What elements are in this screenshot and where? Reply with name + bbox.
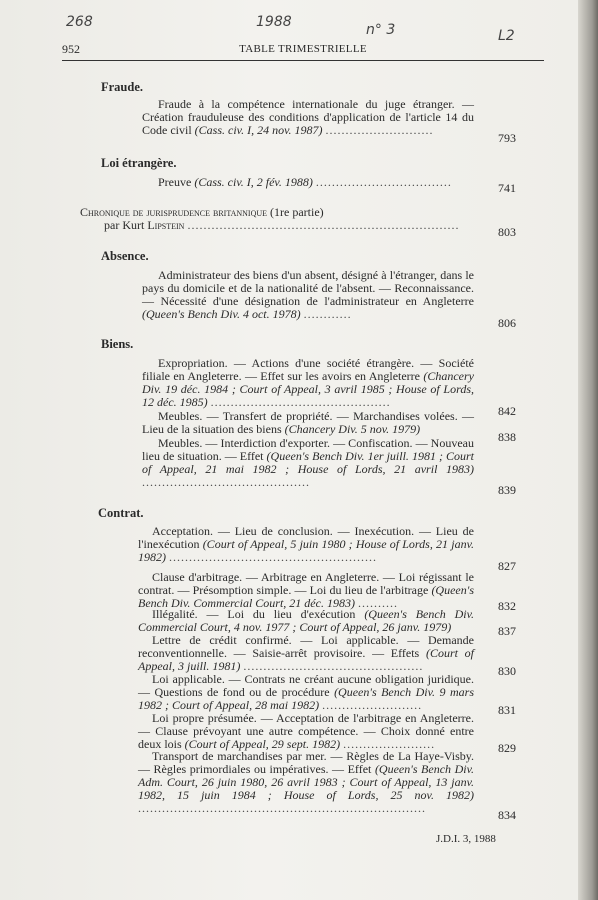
section-fraude-title: Fraude. <box>101 80 144 94</box>
entry-contrat-loi-applicable <box>138 673 474 712</box>
entry-text: Expropriation. — Actions d'une société étrangère. — Société filiale en Angleterre. — Effet sur les avoirs en Angleterre <box>142 356 474 383</box>
chronique-heading <box>80 206 474 232</box>
entry-text: Preuve <box>158 175 192 189</box>
entry-absence <box>142 269 474 321</box>
entry-ref: (Queen's Bench Div. 1er juill. 1981 ; Court of Appeal, 21 mai 1982 ; House of Lords, 21 avril 1983) <box>142 449 475 476</box>
section-biens-title: Biens. <box>101 337 134 351</box>
chronique-page: 803 <box>498 225 516 239</box>
entry-ref: (Queen's Bench Div. Commercial Court, 21 déc. 1983) <box>138 583 474 610</box>
leader-dots: ........................................................................ <box>138 801 426 815</box>
handwritten-note-issue: n° 3 <box>366 22 396 38</box>
chronique-author: Lipstein <box>147 218 185 232</box>
entry-ref: (Cass. civ. I, 24 nov. 1987) <box>194 123 323 137</box>
entry-contrat-loi-propre-page: 829 <box>498 741 516 755</box>
section-loi-etrangere-title: Loi étrangère. <box>101 156 177 170</box>
entry-biens-expropriation-page: 842 <box>498 404 516 418</box>
leader-dots: .................................................................... <box>187 218 460 232</box>
entry-contrat-transport <box>138 750 474 815</box>
entry-contrat-clause-arbitrage-page: 832 <box>498 599 516 613</box>
entry-ref: (Queen's Bench Div. Adm. Court, 26 juin 1980, 26 avril 1983 ; Court of Appeal, 13 janv. 1982, 15 juin 1984 ; House of Lords, 25 nov. 1982) <box>138 762 475 802</box>
entry-text: Meubles. — Interdiction d'exporter. — Confiscation. — Nouveau lieu de situation. — Effet <box>142 436 474 463</box>
entry-contrat-acceptation-page: 827 <box>498 559 516 573</box>
entry-text: Illégalité. — Loi du lieu d'exécution <box>152 607 356 621</box>
entry-contrat-lettre-credit <box>138 634 474 673</box>
entry-text: Loi applicable. — Contrats ne créant aucune obligation juridique. — Questions de fond ou de procédure <box>138 672 474 699</box>
leader-dots: ....................... <box>343 737 436 751</box>
header-title: TABLE TRIMESTRIELLE <box>239 43 367 55</box>
entry-text: Administrateur des biens d'un absent, désigné à l'étranger, dans le pays du domicile et de la nationalité de l'absent. — Reconnaissance. — Nécessité d'une désignation de l'administrateur en Angleterre <box>142 268 474 308</box>
entry-contrat-lettre-credit-page: 830 <box>498 664 516 678</box>
entry-ref: (Queen's Bench Div. Commercial Court, 4 nov. 1977 ; Court of Appeal, 26 janv. 1979) <box>138 607 475 634</box>
entry-contrat-acceptation <box>138 525 474 564</box>
entry-loi-etrangere-page: 741 <box>498 181 516 195</box>
entry-absence-page: 806 <box>498 316 516 330</box>
section-contrat-title: Contrat. <box>98 506 144 520</box>
entry-text: Meubles. — Transfert de propriété. — Marchandises volées. — Lieu de la situation des biens <box>142 409 474 436</box>
chronique-title: Chronique de jurisprudence britannique <box>80 205 268 219</box>
section-absence-title: Absence. <box>101 249 149 263</box>
entry-fraude <box>142 98 474 137</box>
entry-fraude-page: 793 <box>498 131 516 145</box>
entry-biens-meubles-transfert <box>142 410 474 436</box>
entry-ref: (Queen's Bench Div. 4 oct. 1978) <box>142 307 301 321</box>
entry-text: Transport de marchandises par mer. — Règles de La Haye-Visby. — Règles primordiales ou impératives. — Effet <box>138 749 474 776</box>
entry-text: Lettre de crédit confirmé. — Loi applicable. — Demande reconventionnelle. — Saisie-arrêt provisoire. — Effets <box>138 633 474 660</box>
book-spine-edge <box>578 0 598 900</box>
entry-contrat-clause-arbitrage <box>138 571 474 610</box>
leader-dots: ......................... <box>322 698 423 712</box>
entry-biens-meubles-interdiction-page: 839 <box>498 483 516 497</box>
entry-ref: (Chancery Div. 19 déc. 1984 ; Court of Appeal, 3 avril 1985 ; House of Lords, 12 déc. 1985) <box>142 369 475 409</box>
chronique-part: (1re partie) <box>270 205 324 219</box>
chronique-by: par Kurt <box>104 218 145 232</box>
running-header <box>62 42 544 61</box>
leader-dots: .......................................... <box>142 475 310 489</box>
entry-text: Clause d'arbitrage. — Arbitrage en Angleterre. — Loi régissant le contrat. — Présomption simple. — Loi du lieu de l'arbitrage <box>138 570 474 597</box>
handwritten-note-code: L2 <box>498 28 515 44</box>
entry-ref: (Court of Appeal, 29 sept. 1982) <box>184 737 341 751</box>
leader-dots: ............................................. <box>210 395 391 409</box>
entry-ref: (Court of Appeal, 5 juin 1980 ; House of Lords, 21 janv. 1982) <box>138 537 475 564</box>
leader-dots: ............................................. <box>243 659 424 673</box>
entry-text: Loi propre présumée. — Acceptation de l'arbitrage en Angleterre. — Clause prévoyant une autre compétence. — Choix donné entre deux lois <box>138 711 474 751</box>
entry-contrat-loi-applicable-page: 831 <box>498 703 516 717</box>
entry-contrat-illegalite-page: 837 <box>498 624 516 638</box>
handwritten-note-year: 1988 <box>256 14 292 30</box>
entry-contrat-transport-page: 834 <box>498 808 516 822</box>
leader-dots: ............ <box>303 307 352 321</box>
entry-biens-meubles-interdiction <box>142 437 474 489</box>
leader-dots: .......... <box>357 596 398 610</box>
entry-text: Acceptation. — Lieu de conclusion. — Inexécution. — Lieu de l'inexécution <box>138 524 474 551</box>
entry-loi-etrangere <box>142 176 474 189</box>
entry-contrat-illegalite <box>138 608 474 634</box>
leader-dots: .................................. <box>315 175 452 189</box>
entry-ref: (Cass. civ. I, 2 fév. 1988) <box>194 175 313 189</box>
leader-dots: ........................... <box>325 123 434 137</box>
journal-footer: J.D.I. 3, 1988 <box>436 833 496 845</box>
entry-ref: (Court of Appeal, 3 juill. 1981) <box>138 646 474 673</box>
entry-contrat-loi-propre <box>138 712 474 751</box>
entry-ref: (Chancery Div. 5 nov. 1979) <box>284 422 421 436</box>
page-number: 952 <box>62 42 80 56</box>
entry-biens-expropriation <box>142 357 474 409</box>
entry-text: Fraude à la compétence internationale du juge étranger. — Création frauduleuse des conditions d'application de l'article 14 du Code civil <box>142 97 474 137</box>
entry-ref: (Queen's Bench Div. 9 mars 1982 ; Court of Appeal, 28 mai 1982) <box>138 685 474 712</box>
leader-dots: .................................................... <box>169 550 377 564</box>
handwritten-note-page: 268 <box>66 14 93 30</box>
entry-biens-meubles-transfert-page: 838 <box>498 430 516 444</box>
